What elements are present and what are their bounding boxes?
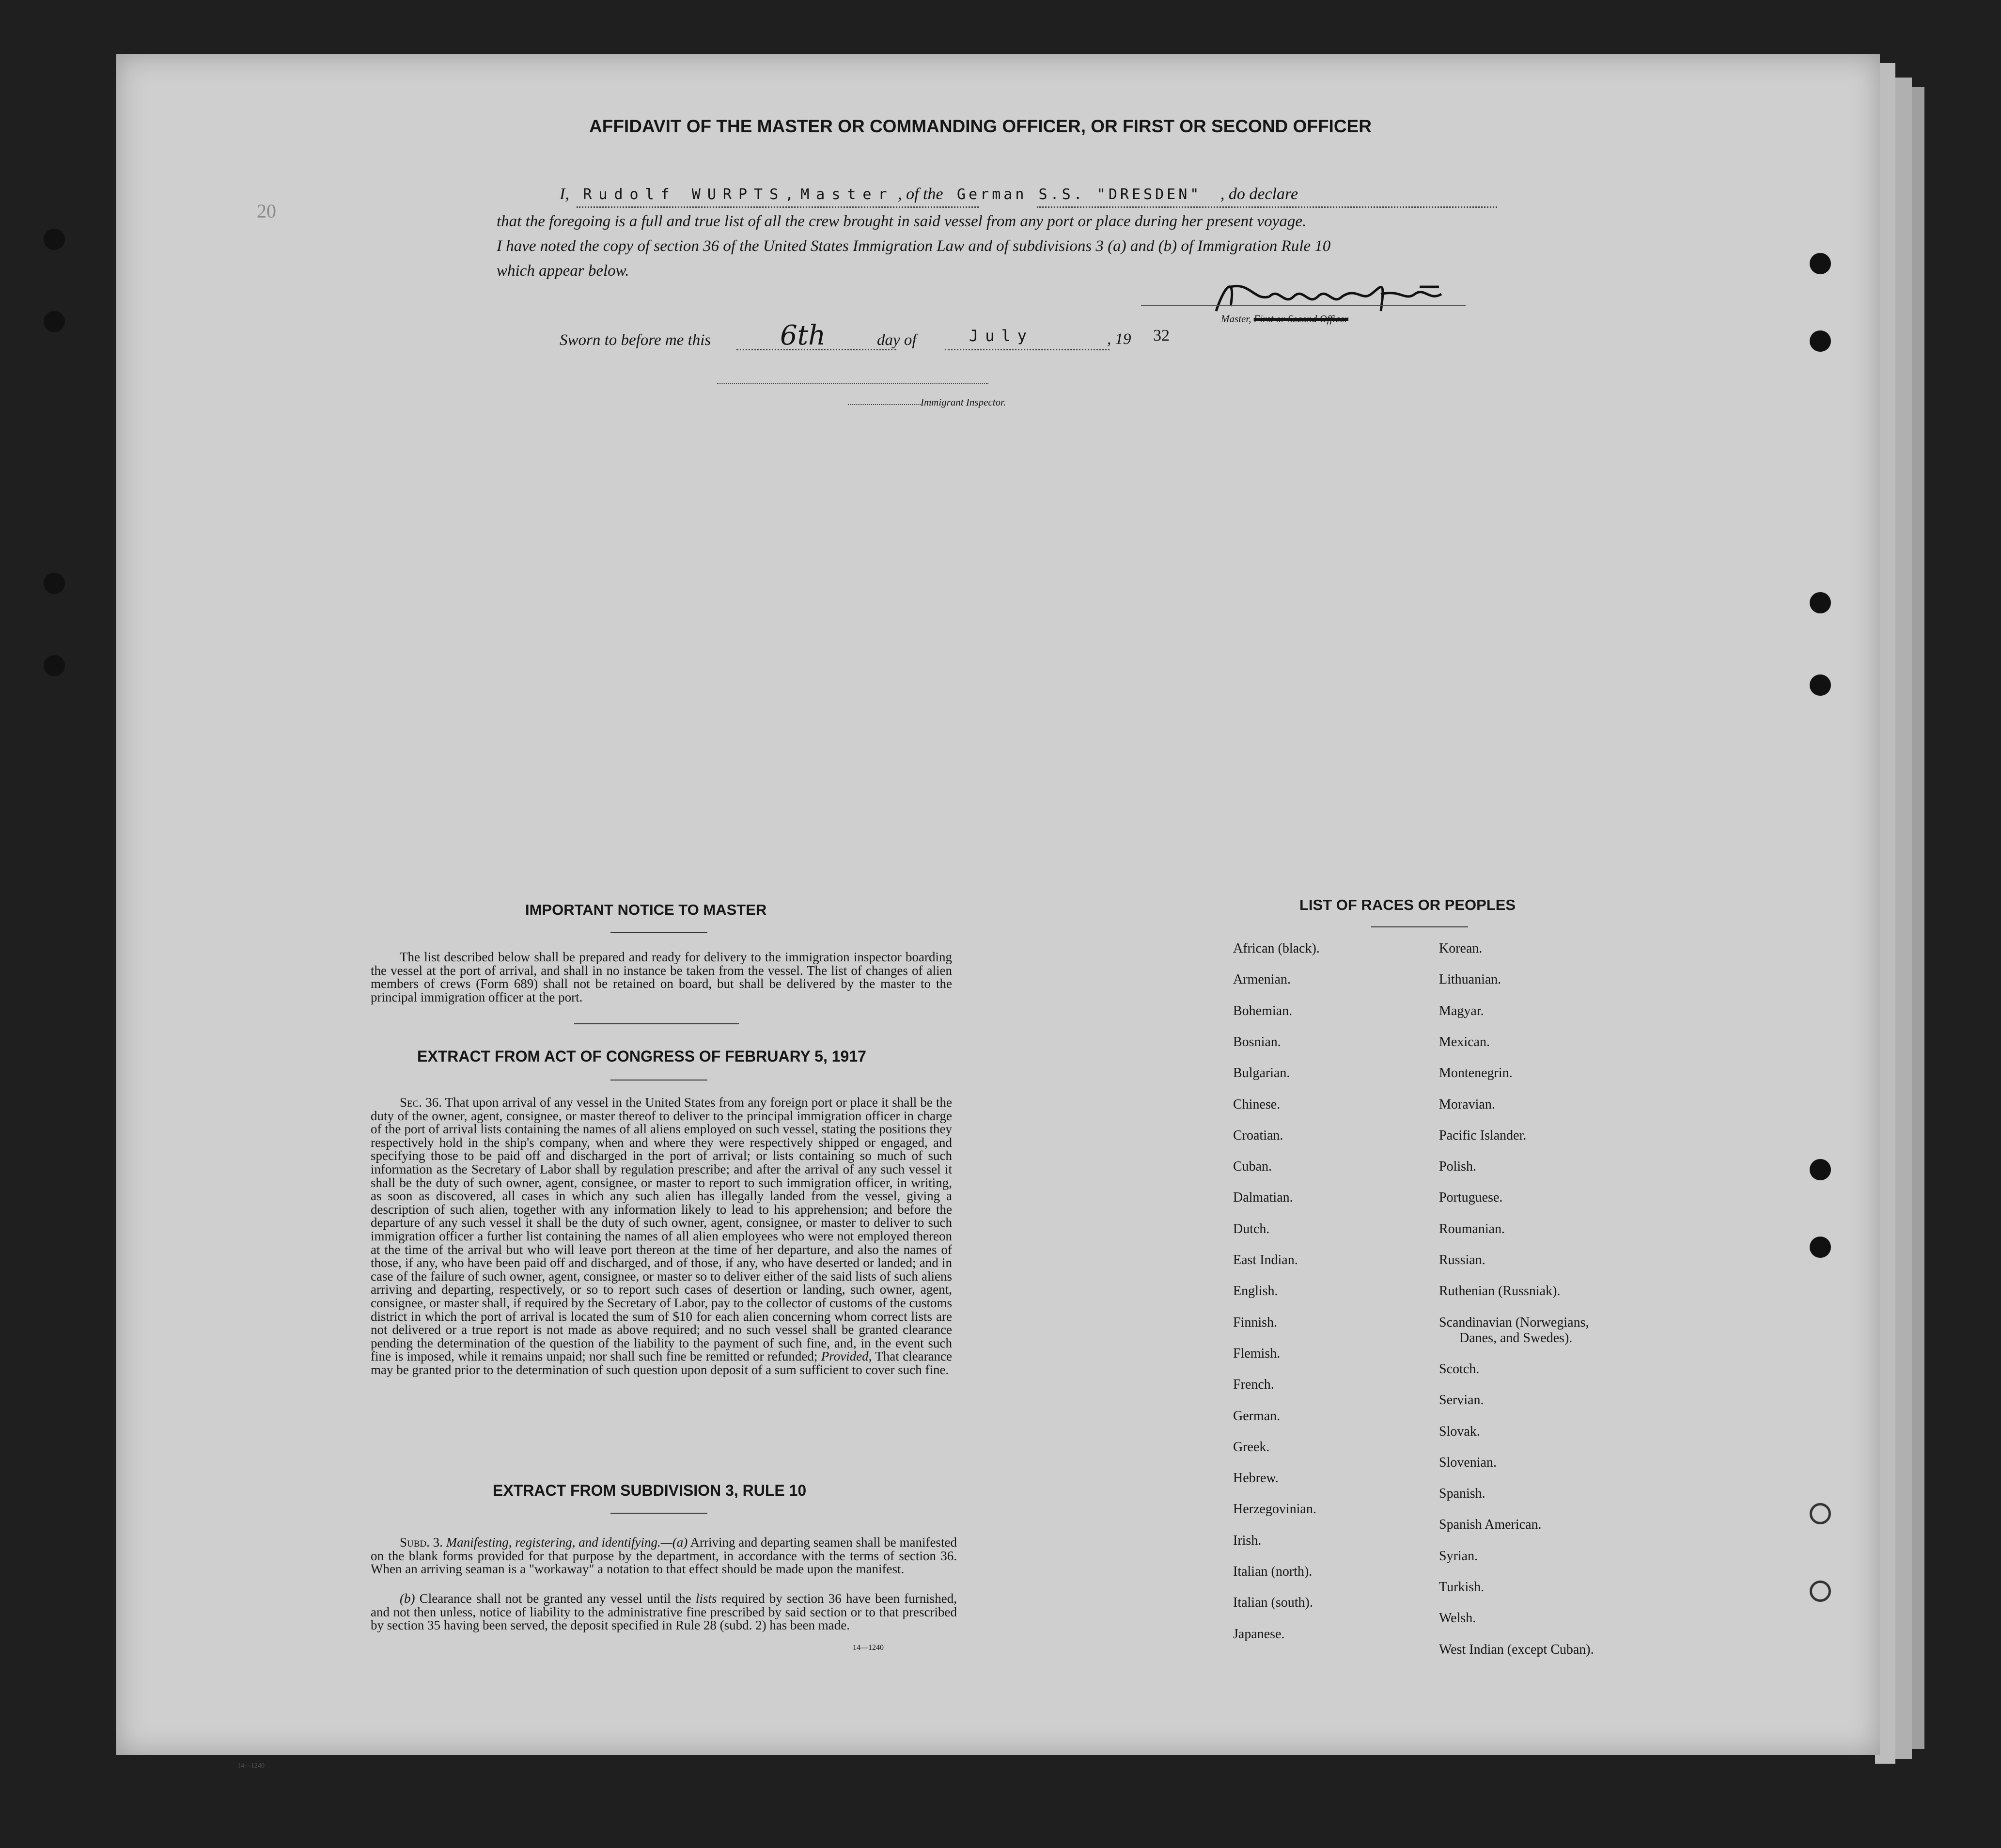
sworn-label: Sworn to before me this — [560, 331, 711, 349]
race-item: German. — [1233, 1408, 1281, 1424]
inspector-label: Immigrant Inspector. — [921, 396, 1006, 408]
race-item: Scandinavian (Norwegians, — [1439, 1315, 1589, 1330]
race-item: East Indian. — [1233, 1253, 1298, 1268]
race-item: Korean. — [1439, 941, 1483, 956]
race-item: Danes, and Swedes). — [1459, 1330, 1573, 1346]
rule-a-text — [371, 1536, 957, 1576]
race-item: Roumanian. — [1439, 1221, 1505, 1237]
vessel-name: German S.S. "DRESDEN" — [957, 186, 1202, 203]
master-name: Rudolf WURPTS,Master — [583, 186, 894, 203]
race-item: Scotch. — [1439, 1361, 1480, 1377]
race-item: Slovenian. — [1439, 1455, 1497, 1470]
act-body-end: That clearance may be granted prior to the determination of such question upon deposit of a sum sufficient to cover such fine. — [371, 1349, 953, 1377]
race-item: Dutch. — [1233, 1221, 1270, 1237]
affidavit-line-4: which appear below. — [497, 262, 629, 280]
race-item: Welsh. — [1439, 1611, 1476, 1626]
divider — [574, 1023, 739, 1024]
race-item: Bosnian. — [1233, 1034, 1281, 1049]
signature-line — [1141, 305, 1466, 306]
race-item: Slovak. — [1439, 1424, 1480, 1439]
struck-officer-caption: First or Second Officer — [1253, 313, 1349, 325]
rule-a-label: —(a) — [660, 1535, 688, 1550]
month-line — [945, 349, 1110, 350]
punch-hole — [1810, 1503, 1831, 1524]
race-item: West Indian (except Cuban). — [1439, 1642, 1594, 1657]
race-item: Portuguese. — [1439, 1190, 1503, 1206]
punch-hole — [1810, 330, 1831, 352]
race-item: Croatian. — [1233, 1128, 1283, 1143]
document-sheet — [116, 54, 1880, 1770]
divider — [610, 1080, 707, 1081]
races-title: LIST OF RACES OR PEOPLES — [1299, 896, 1516, 913]
day-of-label: day of — [877, 331, 917, 349]
page-stack-edge — [1895, 78, 1912, 1759]
notice-text: The list described below shall be prepared and ready for delivery to the immigration inspector boarding the vessel at the port of arrival, and shall in no instance be taken from the vessel. The list of changes of alien members of crews (Form 689) shall not be retained on board, but shall be delivered by the master to the principal immigration officer at the port. — [371, 950, 952, 1004]
affidavit-title: AFFIDAVIT OF THE MASTER OR COMMANDING OFFICER, OR FIRST OR SECOND OFFICER — [589, 116, 1372, 136]
race-item: Russian. — [1439, 1253, 1485, 1268]
race-item: Japanese. — [1233, 1626, 1285, 1642]
of-the-label: , of the — [898, 185, 943, 203]
day-line — [736, 349, 896, 350]
master-caption: Master, — [1221, 313, 1251, 325]
rule-b-body-1: Clearance shall not be granted any vessel until the — [419, 1591, 691, 1606]
race-item: Irish. — [1233, 1533, 1262, 1548]
race-item: Italian (north). — [1233, 1564, 1313, 1579]
year-suffix: 32 — [1153, 327, 1170, 345]
race-item: Turkish. — [1439, 1580, 1485, 1595]
race-item: Cuban. — [1233, 1159, 1272, 1175]
signature-caption — [1221, 313, 1348, 325]
affidavit-line-2: that the foregoing is a full and true list of all the crew brought in said vessel from any port or place during her present voyage. — [497, 213, 1307, 230]
act-title: EXTRACT FROM ACT OF CONGRESS OF FEBRUARY 5, 1917 — [417, 1048, 866, 1065]
rule-a-body: Arriving and departing seamen shall be manifested on the blank forms provided for that purpose by the department, in accordance with the terms of section 36. When an arriving seaman is a "workaway" a notation to that effect should be made upon the manifest. — [371, 1535, 957, 1577]
provided-label: Provided, — [821, 1349, 872, 1364]
race-item: Spanish American. — [1439, 1517, 1542, 1533]
race-item: African (black). — [1233, 941, 1320, 956]
race-item: Bohemian. — [1233, 1003, 1293, 1018]
bottom-form-number: 14—1240 — [237, 1762, 265, 1770]
race-item: Ruthenian (Russniak). — [1439, 1284, 1561, 1299]
punch-hole — [44, 229, 65, 250]
sec-label: Sec. 36. — [400, 1095, 442, 1110]
punch-hole — [1810, 1159, 1831, 1180]
rule-b-label: (b) — [400, 1591, 415, 1606]
race-item: Servian. — [1439, 1393, 1484, 1408]
rule-b-body-2: required by section 36 have been furnished, and not then unless, notice of liability to the administrative fine prescribed by said section or to that prescribed by section 35 having been served, the deposit specified in Rule 28 (subd. 2) has been made. — [371, 1591, 957, 1633]
race-item: Montenegrin. — [1439, 1065, 1513, 1081]
race-item: Armenian. — [1233, 972, 1291, 987]
inspector-line — [848, 404, 921, 405]
rule-b-text — [371, 1592, 957, 1632]
punch-hole — [1810, 253, 1831, 274]
race-item: Syrian. — [1439, 1548, 1478, 1564]
vessel-line — [1037, 206, 1497, 208]
form-number: 14—1240 — [853, 1644, 884, 1652]
race-item: French. — [1233, 1377, 1274, 1393]
race-item: Polish. — [1439, 1159, 1477, 1175]
do-declare-label: , do declare — [1220, 185, 1298, 203]
pronoun: I, — [560, 185, 569, 203]
rule-title: EXTRACT FROM SUBDIVISION 3, RULE 10 — [493, 1482, 807, 1499]
act-text — [371, 1096, 952, 1377]
year-prefix: , 19 — [1107, 330, 1131, 348]
divider — [610, 1513, 707, 1514]
race-item: Mexican. — [1439, 1034, 1490, 1049]
divider — [1371, 926, 1468, 927]
race-item: Chinese. — [1233, 1096, 1281, 1112]
inspector-signature-line — [717, 383, 988, 384]
race-item: Flemish. — [1233, 1346, 1281, 1361]
race-item: Greek. — [1233, 1439, 1270, 1455]
race-item: Spanish. — [1439, 1486, 1485, 1502]
punch-hole — [44, 311, 65, 332]
affidavit-line-1 — [560, 185, 1582, 204]
race-item: Pacific Islander. — [1439, 1128, 1527, 1143]
race-item: Hebrew. — [1233, 1471, 1279, 1486]
punch-hole — [1810, 674, 1831, 696]
sworn-month: July — [969, 327, 1034, 345]
rule-heading: Manifesting, registering, and identifying. — [446, 1535, 661, 1550]
race-item: Dalmatian. — [1233, 1190, 1293, 1206]
page-number-mark: 20 — [257, 200, 276, 222]
race-item: Italian (south). — [1233, 1595, 1313, 1611]
race-item: Lithuanian. — [1439, 972, 1501, 987]
race-item: English. — [1233, 1284, 1278, 1299]
rule-b-lists: lists — [695, 1591, 717, 1606]
sworn-day: 6th — [780, 320, 826, 351]
page-stack-edge — [1912, 87, 1924, 1749]
affidavit-line-3: I have noted the copy of section 36 of the United States Immigration Law and of subdivisions 3 (a) and (b) of Immigration Rule 10 — [497, 237, 1331, 255]
punch-hole — [1810, 1237, 1831, 1258]
divider — [610, 932, 707, 933]
name-line — [577, 206, 979, 208]
race-item: Magyar. — [1439, 1003, 1484, 1018]
race-item: Finnish. — [1233, 1315, 1278, 1330]
punch-hole — [1810, 1581, 1831, 1602]
race-item: Herzegovinian. — [1233, 1502, 1316, 1517]
race-item: Bulgarian. — [1233, 1065, 1290, 1081]
race-item: Moravian. — [1439, 1096, 1495, 1112]
punch-hole — [1810, 592, 1831, 613]
punch-hole — [44, 655, 65, 676]
notice-title: IMPORTANT NOTICE TO MASTER — [525, 901, 767, 918]
subd-label: Subd. 3. — [400, 1535, 443, 1550]
act-body: That upon arrival of any vessel in the United States from any foreign port or place it shall be the duty of the owner, agent, consignee, or master thereof to deliver to the principal immigration officer in charge of the port of arrival lists containing the names of all aliens employed on such vessel, stating the positions they respectively hold in the ship's company, when and where they were respectively shipped or engaged, and specifying those to be paid off and discharged in the port of arrival; or lists containing so much of such information as the Secretary of Labor shall by regulation prescribe; and after the arrival of any such vessel it shall be the duty of such owner, agent, consignee, or master to report to such immigration officer, in writing, as soon as discovered, all cases in which any such alien has illegally landed from the vessel, giving a description of such alien, together with any information likely to lead to his apprehension; and before the departure of any such vessel it shall be the duty of such owner, agent, consignee, or master to deliver to such immigration officer a further list containing the names of all alien employees who were not employed thereon at the time of the arrival but who will leave port thereon at the time of her departure, and also the names of those, if any, who have been paid off and discharged, and of those, if any, who have deserted or landed; and in case of the failure of such owner, agent, consignee, or master so to deliver either of the said lists of such aliens arriving and departing, respectively, or so to report such cases of desertion or landing, such owner, agent, consignee, or master shall, if required by the Secretary of Labor, pay to the collector of customs of the customs district in which the port of arrival is located the sum of $10 for each alien concerning whom correct lists are not delivered or a true report is not made as above required; and no such vessel shall be granted clearance pending the determination of the question of the liability to the payment of such fine, and, in the event such fine is imposed, while it remains unpaid; nor shall such fine be remitted or refunded; — [371, 1095, 953, 1364]
punch-hole — [44, 573, 65, 594]
